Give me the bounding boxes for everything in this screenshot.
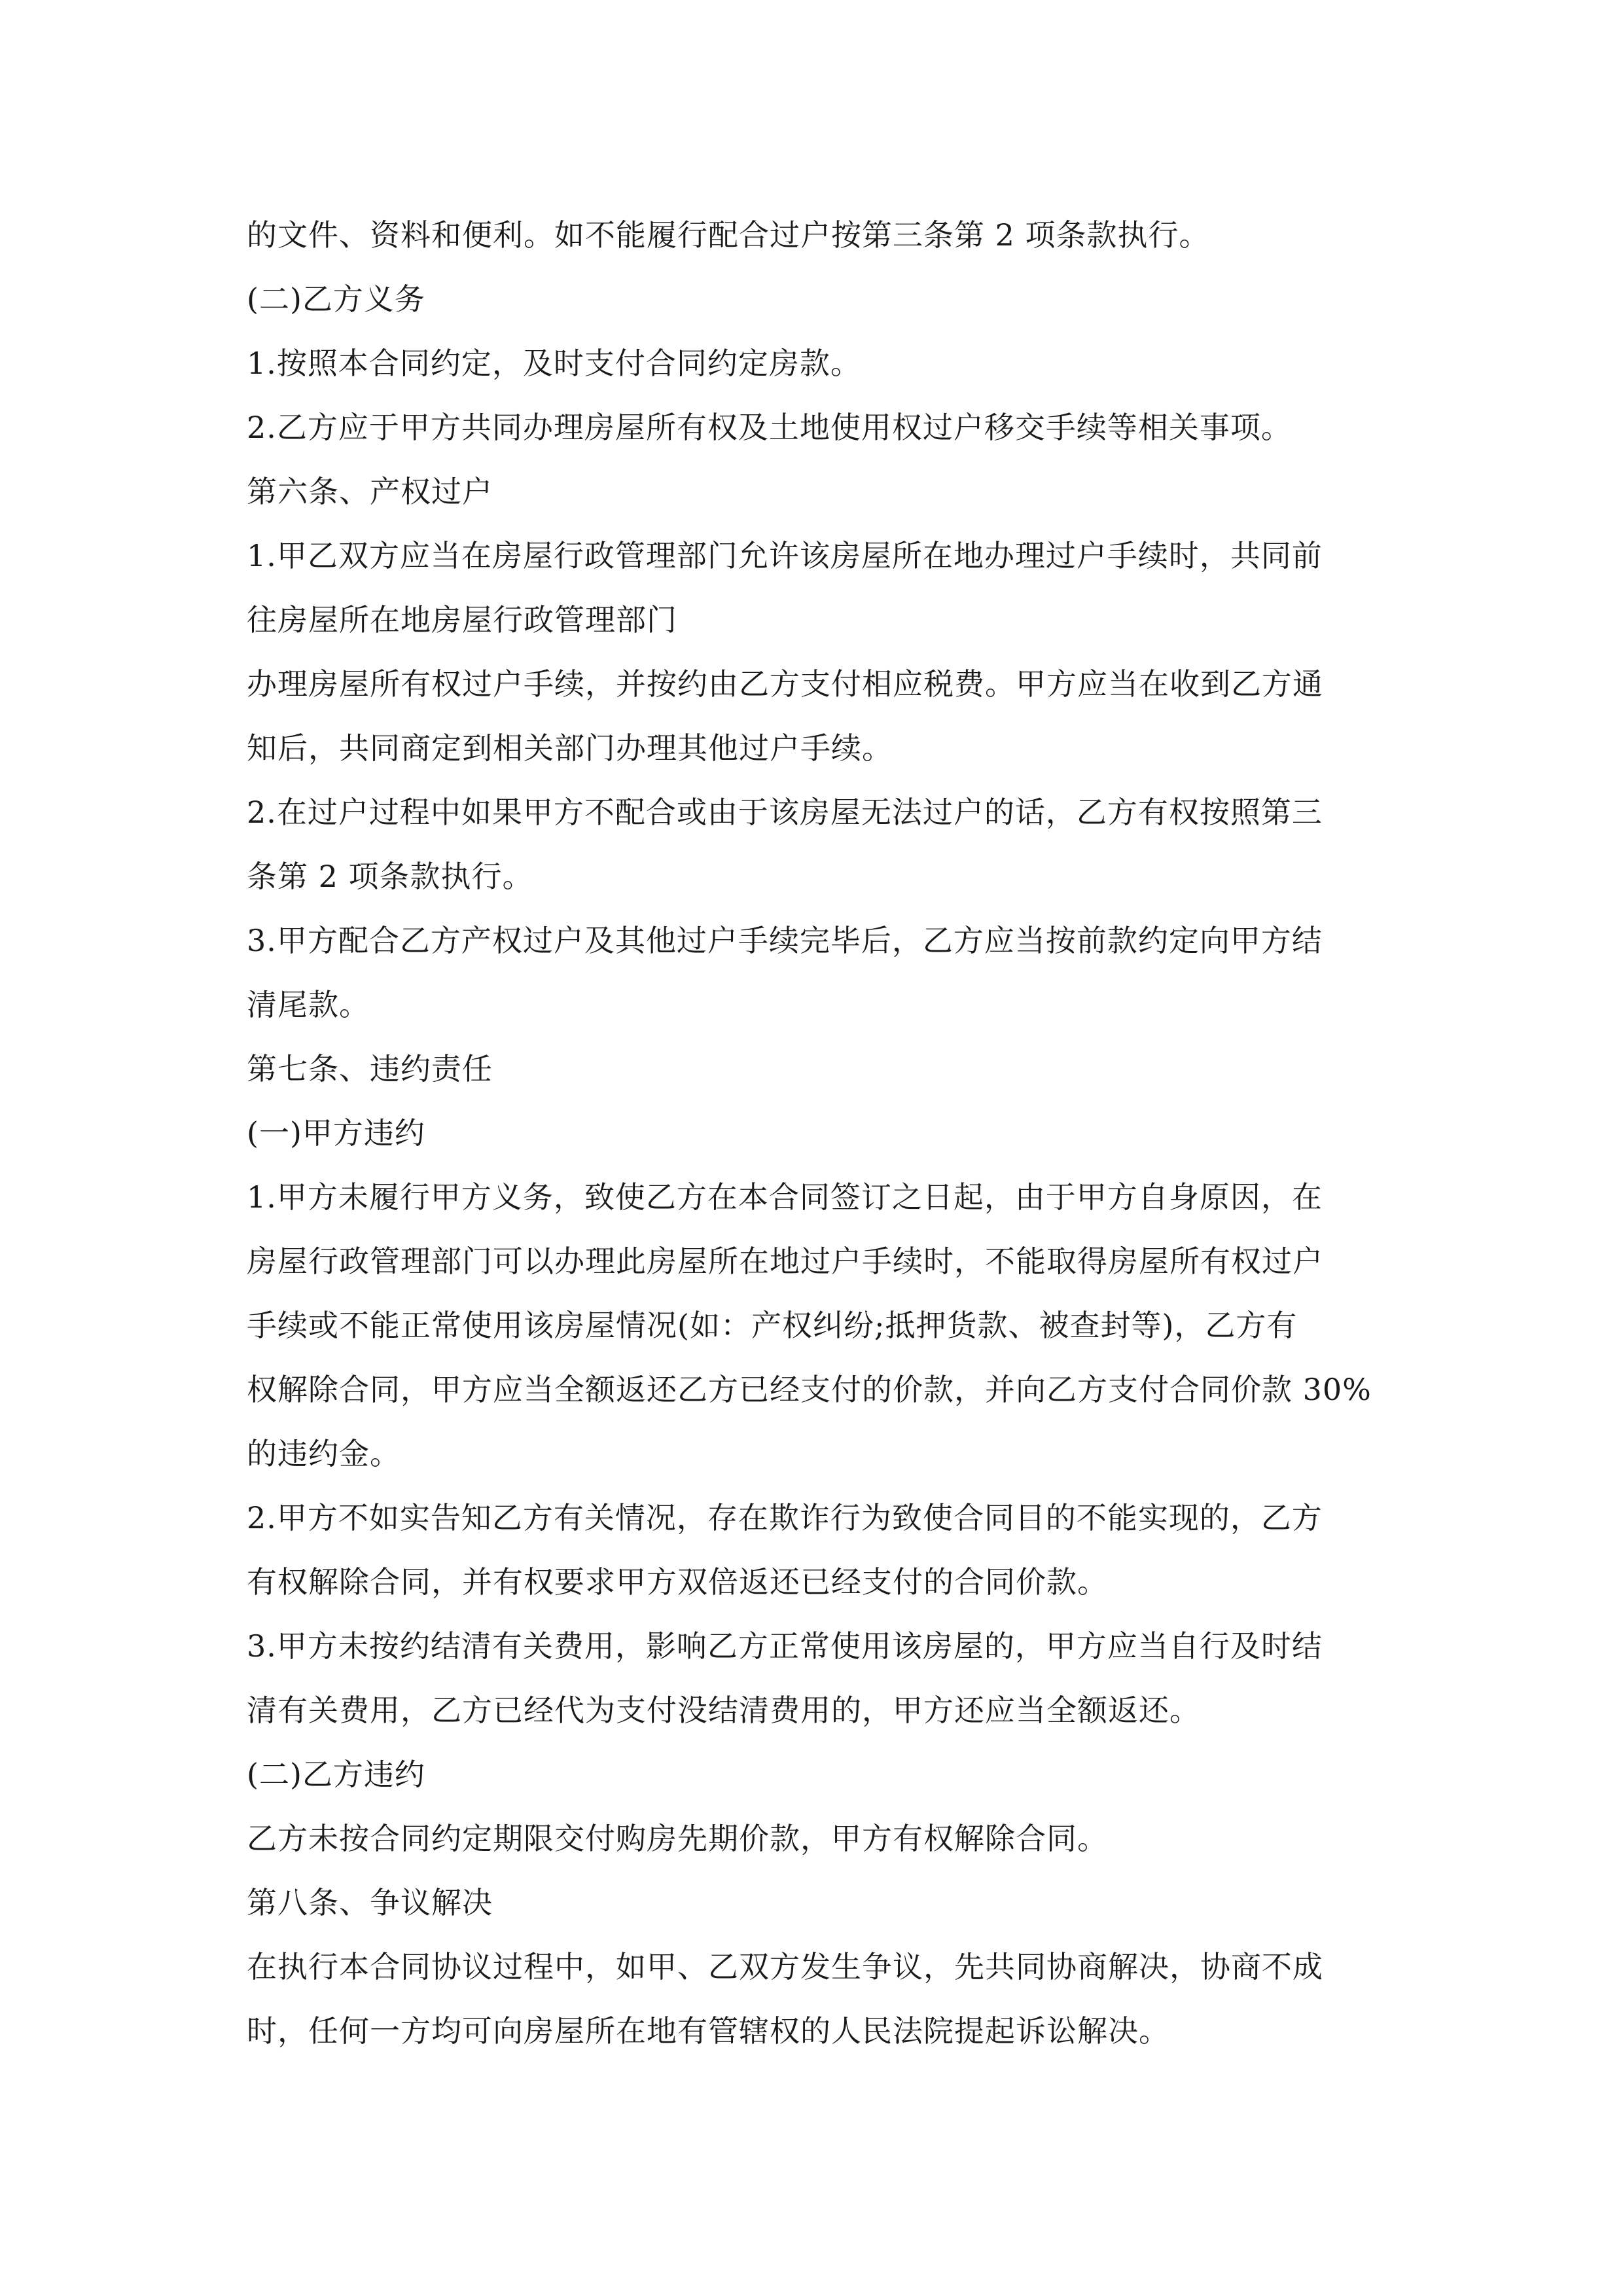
text-line: 1.甲方未履行甲方义务，致使乙方在本合同签订之日起，由于甲方自身原因，在 xyxy=(247,1179,1323,1215)
text-line: 2.甲方不如实告知乙方有关情况，存在欺诈行为致使合同目的不能实现的，乙方 xyxy=(247,1500,1323,1535)
section-heading: (二)乙方违约 xyxy=(247,1757,425,1792)
text-line: 办理房屋所有权过户手续，并按约由乙方支付相应税费。甲方应当在收到乙方通 xyxy=(247,666,1323,702)
text-line: 在执行本合同协议过程中，如甲、乙双方发生争议，先共同协商解决，协商不成 xyxy=(247,1949,1323,1984)
text-line: 3.甲方配合乙方产权过户及其他过户手续完毕后，乙方应当按前款约定向甲方结 xyxy=(247,923,1323,958)
section-heading: (一)甲方违约 xyxy=(247,1115,425,1151)
text-line: 1.按照本合同约定，及时支付合同约定房款。 xyxy=(247,346,861,381)
text-line: 房屋行政管理部门可以办理此房屋所在地过户手续时，不能取得房屋所有权过户 xyxy=(247,1244,1323,1279)
text-line: 时，任何一方均可向房屋所在地有管辖权的人民法院提起诉讼解决。 xyxy=(247,2013,1169,2049)
document-body xyxy=(247,203,1399,2063)
text-line: 2.乙方应于甲方共同办理房屋所有权及土地使用权过户移交手续等相关事项。 xyxy=(247,410,1292,445)
text-line: 3.甲方未按约结清有关费用，影响乙方正常使用该房屋的，甲方应当自行及时结 xyxy=(247,1628,1323,1664)
text-line: 往房屋所在地房屋行政管理部门 xyxy=(247,602,677,637)
article-heading: 第七条、违约责任 xyxy=(247,1051,493,1086)
text-line: 的文件、资料和便利。如不能履行配合过户按第三条第 2 项条款执行。 xyxy=(247,217,1210,253)
text-line: 清尾款。 xyxy=(247,987,370,1022)
text-line: 条第 2 项条款执行。 xyxy=(247,859,533,894)
text-line: 清有关费用，乙方已经代为支付没结清费用的，甲方还应当全额返还。 xyxy=(247,1693,1200,1728)
text-line: 知后，共同商定到相关部门办理其他过户手续。 xyxy=(247,730,893,766)
text-line: 权解除合同，甲方应当全额返还乙方已经支付的价款，并向乙方支付合同价款 30% xyxy=(247,1372,1372,1407)
article-heading: 第八条、争议解决 xyxy=(247,1885,493,1920)
text-line: 1.甲乙双方应当在房屋行政管理部门允许该房屋所在地办理过户手续时，共同前 xyxy=(247,538,1323,573)
text-line: 2.在过户过程中如果甲方不配合或由于该房屋无法过户的话，乙方有权按照第三 xyxy=(247,795,1323,830)
article-heading: 第六条、产权过户 xyxy=(247,474,493,509)
text-line: 有权解除合同，并有权要求甲方双倍返还已经支付的合同价款。 xyxy=(247,1564,1108,1600)
text-line: 的违约金。 xyxy=(247,1436,401,1471)
section-heading: (二)乙方义务 xyxy=(247,281,425,317)
text-line: 乙方未按合同约定期限交付购房先期价款，甲方有权解除合同。 xyxy=(247,1821,1108,1856)
text-line: 手续或不能正常使用该房屋情况(如：产权纠纷;抵押货款、被查封等)，乙方有 xyxy=(247,1308,1298,1343)
